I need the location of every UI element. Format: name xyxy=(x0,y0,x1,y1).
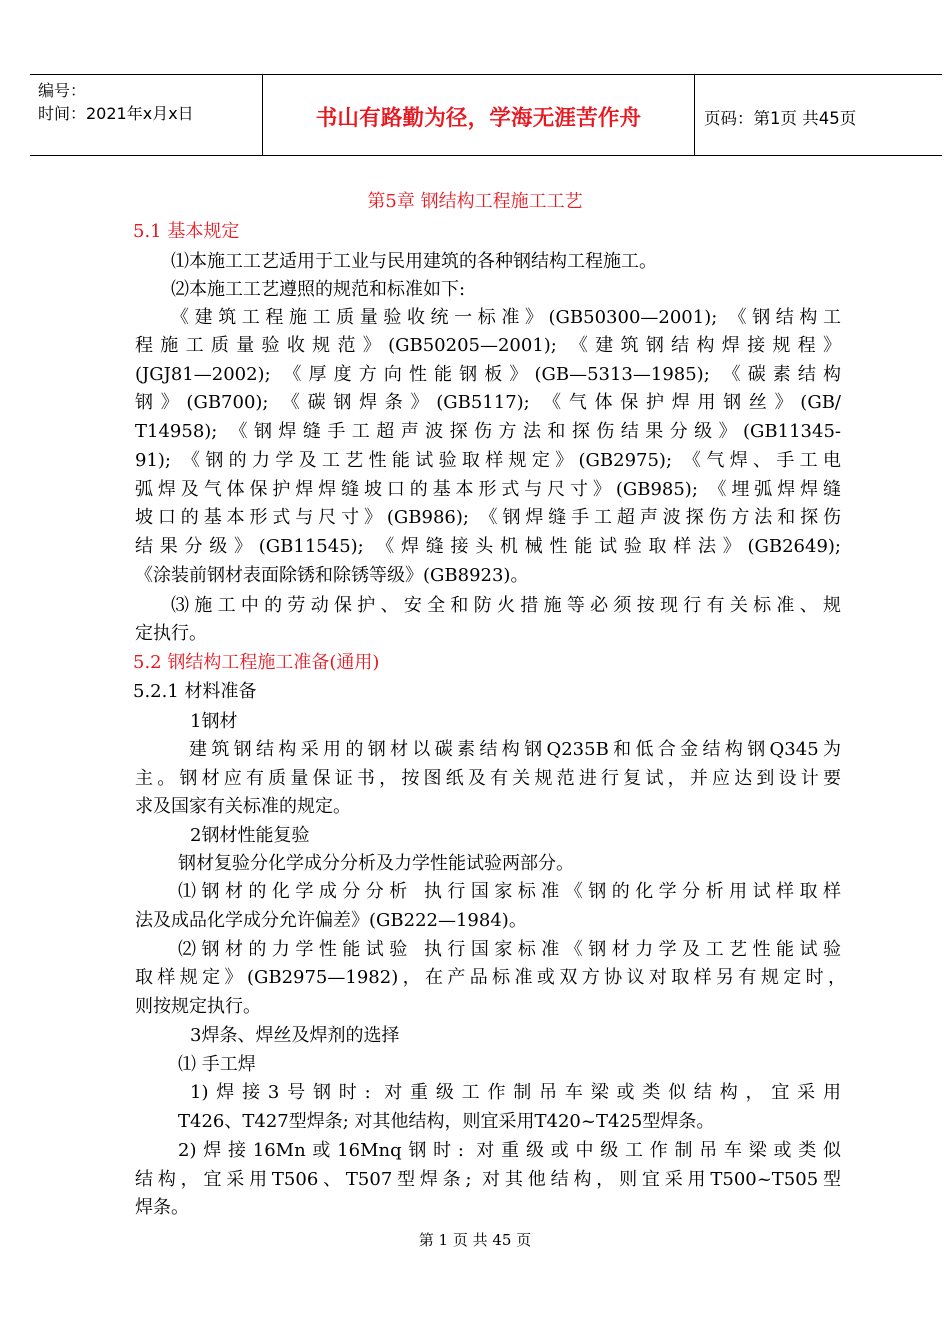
page-footer: 第 1 页 共 45 页 xyxy=(418,1231,532,1249)
header-meta-cell xyxy=(30,75,263,155)
paragraph: ⑴本施工工艺适用于工业与民用建筑的各种钢结构工程施工。 xyxy=(171,251,657,272)
standards-line: 弧焊及气体保护焊焊缝坡口的基本形式与尺寸》(GB985); 《埋弧焊焊缝 xyxy=(135,479,841,500)
paragraph: 钢材复验分化学成分分析及力学性能试验两部分。 xyxy=(178,853,574,874)
standards-line: 坡口的基本形式与尺寸》(GB986); 《钢焊缝手工超声波探伤方法和探伤 xyxy=(135,507,841,528)
item-heading: 3焊条、焊丝及焊剂的选择 xyxy=(190,1025,400,1046)
standards-line: 程施工质量验收规范》(GB50205—2001); 《建筑钢结构焊接规程》 xyxy=(135,335,841,356)
paragraph: 焊条。 xyxy=(135,1197,189,1218)
paragraph: 法及成品化学成分允许偏差》(GB222—1984)。 xyxy=(135,910,527,931)
page-header xyxy=(30,74,942,156)
paragraph: 则按规定执行。 xyxy=(135,996,261,1017)
standards-line: 《涂装前钢材表面除锈和除锈等级》(GB8923)。 xyxy=(135,565,529,586)
header-motto-cell xyxy=(263,75,695,155)
paragraph: 求及国家有关标准的规定。 xyxy=(135,796,351,817)
paragraph: 结构，宜采用T506、T507型焊条; 对其他结构，则宜采用T500~T505型 xyxy=(135,1169,841,1190)
item-heading: 2钢材性能复验 xyxy=(190,825,310,846)
standards-line: 钢》(GB700); 《碳钢焊条》(GB5117); 《气体保护焊用钢丝》(GB/ xyxy=(135,392,841,413)
paragraph: 建筑钢结构采用的钢材以碳素结构钢Q235B和低合金结构钢Q345为 xyxy=(189,739,841,760)
paragraph: ⑵钢材的力学性能试验 执行国家标准《钢材力学及工艺性能试验 xyxy=(178,939,841,960)
paragraph: ⑵本施工工艺遵照的规范和标准如下: xyxy=(171,279,466,300)
sub-item-heading: ⑴ 手工焊 xyxy=(178,1054,256,1075)
standards-line: 结果分级》(GB11545); 《焊缝接头机械性能试验取样法》(GB2649); xyxy=(135,536,841,557)
chapter-title: 第5章 钢结构工程施工工艺 xyxy=(367,191,583,212)
section-heading-5-1: 5.1 基本规定 xyxy=(133,221,240,242)
subsection-heading-5-2-1: 5.2.1 材料准备 xyxy=(133,681,257,702)
standards-line: T14958); 《钢焊缝手工超声波探伤方法和探伤结果分级》(GB11345- xyxy=(135,421,841,442)
item-heading: 1钢材 xyxy=(190,711,238,732)
header-page-info: 页码：第1页 共45页 xyxy=(704,109,857,128)
header-page-cell xyxy=(695,75,942,155)
header-motto: 书山有路勤为径，学海无涯苦作舟 xyxy=(315,106,642,131)
standards-line: 91); 《钢的力学及工艺性能试验取样规定》(GB2975); 《气焊、手工电 xyxy=(135,450,841,471)
standards-line: 《建筑工程施工质量验收统一标准》(GB50300—2001); 《钢结构工 xyxy=(171,307,841,328)
paragraph: 取样规定》(GB2975—1982)，在产品标准或双方协议对取样另有规定时， xyxy=(135,967,846,988)
standards-line: (JGJ81—2002); 《厚度方向性能钢板》(GB—5313—1985); 《碳素结构 xyxy=(135,364,841,385)
paragraph: ⑴钢材的化学成分分析 执行国家标准《钢的化学分析用试样取样 xyxy=(178,881,841,902)
document-id-label: 编号： xyxy=(38,81,87,100)
paragraph: 主。钢材应有质量保证书，按图纸及有关规范进行复试，并应达到设计要 xyxy=(135,768,841,789)
document-time: 时间：2021年x月x日 xyxy=(38,104,194,123)
paragraph: 1)焊接3号钢时: 对重级工作制吊车梁或类似结构，宜采用 xyxy=(190,1082,841,1103)
paragraph: ⑶施工中的劳动保护、安全和防火措施等必须按现行有关标准、规 xyxy=(171,595,841,616)
paragraph: 2)焊接16Mn或16Mnq钢时: 对重级或中级工作制吊车梁或类似 xyxy=(178,1140,841,1161)
paragraph: T426、T427型焊条; 对其他结构，则宜采用T420~T425型焊条。 xyxy=(178,1111,715,1132)
paragraph: 定执行。 xyxy=(135,623,207,644)
section-heading-5-2: 5.2 钢结构工程施工准备(通用) xyxy=(133,652,380,673)
